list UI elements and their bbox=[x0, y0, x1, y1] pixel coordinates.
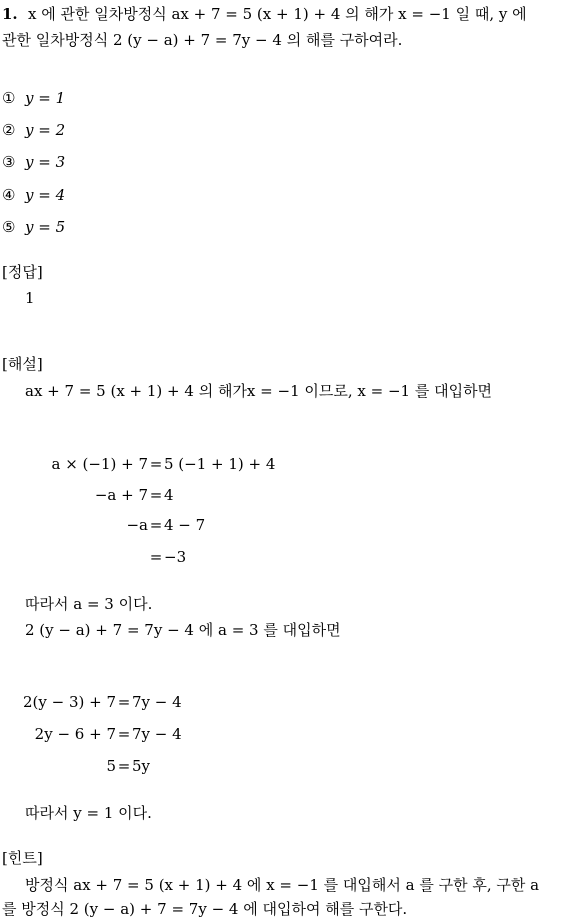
equation-rhs: 7y − 4 bbox=[132, 725, 182, 743]
equation-rhs: 5y bbox=[132, 757, 151, 775]
option-1[interactable] bbox=[2, 88, 65, 108]
equation-rhs: 4 − 7 bbox=[164, 516, 206, 534]
equation-row bbox=[20, 692, 182, 712]
equation-lhs: 2y − 6 + 7 bbox=[34, 725, 116, 743]
option-text: y = 4 bbox=[25, 186, 66, 204]
solution-step-text: 따라서 a = 3 이다. bbox=[25, 595, 153, 613]
answer-label: [정답] bbox=[2, 263, 43, 281]
option-mark: ④ bbox=[2, 186, 16, 204]
equation-rhs: 4 bbox=[164, 486, 174, 504]
equals-sign: = bbox=[117, 693, 131, 711]
equation-rhs: −3 bbox=[164, 548, 187, 566]
option-mark: ③ bbox=[2, 153, 16, 171]
solution-label: [해설] bbox=[2, 355, 43, 373]
equals-sign: = bbox=[117, 757, 131, 775]
equation-rhs: 5 (−1 + 1) + 4 bbox=[164, 455, 276, 473]
option-5[interactable] bbox=[2, 217, 65, 237]
option-mark: ② bbox=[2, 121, 16, 139]
option-text: y = 5 bbox=[25, 218, 66, 236]
option-4[interactable] bbox=[2, 185, 65, 205]
solution-step-text: 2 (y − a) + 7 = 7y − 4 에 a = 3 를 대입하면 bbox=[25, 621, 341, 639]
equals-sign: = bbox=[149, 548, 163, 566]
equation-row bbox=[20, 547, 186, 567]
option-2[interactable] bbox=[2, 120, 65, 140]
equals-sign: = bbox=[149, 516, 163, 534]
equals-sign: = bbox=[149, 455, 163, 473]
option-3[interactable] bbox=[2, 152, 65, 172]
equation-row bbox=[20, 485, 174, 505]
question-text-line2: 관한 일차방정식 2 (y − a) + 7 = 7y − 4 의 해를 구하여라. bbox=[2, 31, 403, 49]
option-mark: ⑤ bbox=[2, 218, 16, 236]
option-text: y = 2 bbox=[25, 121, 66, 139]
question-number: 1. bbox=[2, 5, 18, 23]
equation-lhs: 2(y − 3) + 7 bbox=[22, 693, 116, 711]
hint-text-line1: 방정식 ax + 7 = 5 (x + 1) + 4 에 x = −1 를 대입해서 a 를 구한 후, 구한 a bbox=[25, 876, 540, 894]
equation-lhs: −a + 7 bbox=[94, 486, 148, 504]
equation-row bbox=[20, 724, 182, 744]
hint-text-line2: 를 방정식 2 (y − a) + 7 = 7y − 4 에 대입하여 해를 구한다. bbox=[2, 900, 408, 918]
equation-lhs: 5 bbox=[106, 757, 116, 775]
equation-row bbox=[20, 756, 150, 776]
option-text: y = 1 bbox=[25, 89, 66, 107]
equation-lhs: −a bbox=[126, 516, 148, 534]
solution-intro: ax + 7 = 5 (x + 1) + 4 의 해가x = −1 이므로, x = −1 를 대입하면 bbox=[25, 382, 493, 400]
equation-lhs: a × (−1) + 7 bbox=[51, 455, 148, 473]
equation-rhs: 7y − 4 bbox=[132, 693, 182, 711]
solution-conclusion: 따라서 y = 1 이다. bbox=[25, 804, 152, 822]
equals-sign: = bbox=[149, 486, 163, 504]
equation-row bbox=[20, 454, 275, 474]
equals-sign: = bbox=[117, 725, 131, 743]
option-text: y = 3 bbox=[25, 153, 66, 171]
answer-value: 1 bbox=[25, 289, 35, 307]
question-text-line1: x 에 관한 일차방정식 ax + 7 = 5 (x + 1) + 4 의 해가 x = −1 일 때, y 에 bbox=[28, 5, 527, 23]
option-mark: ① bbox=[2, 89, 16, 107]
hint-label: [힌트] bbox=[2, 849, 43, 867]
equation-row bbox=[20, 515, 205, 535]
